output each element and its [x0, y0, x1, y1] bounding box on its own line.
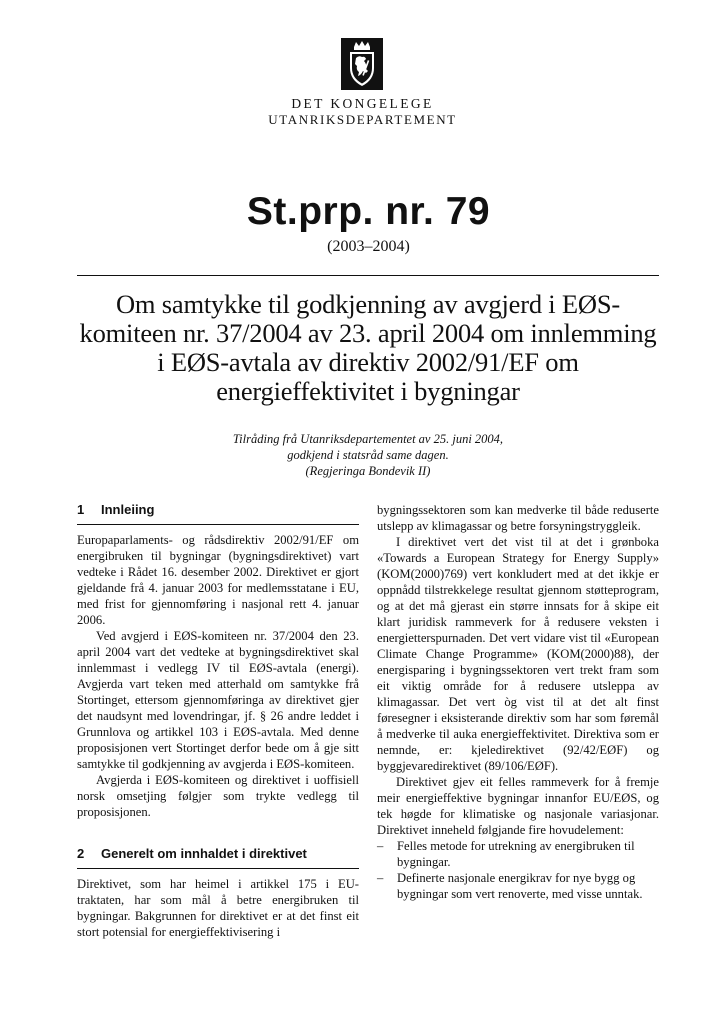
recommendation-line: godkjend i statsråd same dagen. — [287, 448, 449, 462]
section-title: Generelt om innhaldet i direktivet — [101, 846, 307, 861]
document-title: St.prp. nr. 79 — [246, 190, 491, 233]
document-subtitle: Om samtykke til godkjenning av avgjerd i EØS-komiteen nr. 37/2004 av 23. april 2004 om innlemming i EØS-avtala av direktiv 2002/91/EF om energieffektivitet i bygningar — [79, 289, 657, 406]
recommendation-line: (Regjeringa Bondevik II) — [305, 464, 431, 478]
paragraph: Direktivet gjev eit felles rammeverk for å fremje meir energieffektive bygningar innanfor EU/EØS, og tek høgde for klimatiske og nasjonale variasjonar. Direktivet inneheld følgjande fire hovudelement: — [377, 775, 659, 837]
list-item — [377, 838, 659, 870]
left-column — [77, 502, 359, 940]
section-title: Innleiing — [101, 502, 155, 517]
paragraph: Ved avgjerd i EØS-komiteen nr. 37/2004 den 23. april 2004 vart det vedteke at bygningsdirektivet skal innlemmast i vedlegg IV til EØS-avtala (energi). Avgjerda vart teken med atterhald om samtykke frå Stortinget, ettersom gjennomføringa av direktivet gjer det naudsynt med lovendringar, jf. § 26 andre leddet i Grunnlova og artikkel 103 i EØS-avtala. Med denne proposisjonen vert Stortinget derfor bede om å gje sitt samtykke til godkjenning av avgjerda i EØS-komiteen. — [77, 629, 359, 771]
right-column — [377, 502, 659, 902]
list-item — [377, 870, 659, 902]
list-item-text: Definerte nasjonale energikrav for nye bygg og bygningar som vert renoverte, med visse unntak. — [397, 871, 643, 901]
paragraph: Avgjerda i EØS-komiteen og direktivet i uoffisiell norsk omsetjing følgjer som trykte vedlegg til proposisjonen. — [77, 773, 359, 819]
section-number: 2 — [77, 846, 85, 861]
paragraph: bygningssektoren som kan medverke til både reduserte utslepp av klimagassar og betre forsyningstryggleik. — [377, 503, 659, 533]
norwegian-coat-of-arms-icon — [341, 38, 383, 90]
document-years: (2003–2004) — [327, 238, 410, 255]
list-marker: – — [377, 839, 384, 853]
section-heading-1 — [77, 502, 359, 525]
recommendation-block — [77, 431, 659, 479]
paragraph: Direktivet, som har heimel i artikkel 175 i EU-traktaten, har som mål å betre energibruken til bygningar. Bakgrunnen for direktivet er at det finst eit stort potensial for energieffektivisering i — [77, 877, 359, 939]
ministry-name-line2: UTANRIKSDEPARTEMENT — [268, 112, 457, 127]
ministry-name-line1: DET KONGELEGE — [291, 96, 434, 111]
section-number: 1 — [77, 502, 85, 517]
list-item-text: Felles metode for utrekning av energibruken til bygningar. — [397, 839, 635, 869]
section-heading-2 — [77, 846, 359, 869]
paragraph: Europaparlaments- og rådsdirektiv 2002/91/EF om energibruken til bygningar (bygningsdirektivet) vart vedteke i Rådet 16. desember 2002. Direktivet er gjort gjeldande frå 4. januar 2003 for medlemsstatane i EU, med frist for gjennomføring i nasjonal rett 4. januar 2006. — [77, 533, 359, 627]
paragraph: I direktivet vert det vist til at det i grønboka «Towards a European Strategy for Energy Supply» (KOM(2000)769) vert konkludert med at det ikkje er oppnådd tilstrekkelege resultat gjennom støtteprogram, og at det må gjerast ein større innsats for å skipe eit klart juridisk rammeverk for å redusere veksten i energietterspurnaden. Det vert vidare vist til «European Climate Change Programme» (KOM(2000)88), der energisparing i bygningssektoren vert trekt fram som eit viktig område for å redusere utsleppa av klimagassar. Det vert òg vist til at det alt finst føresegner i eksisterande direktiv som har som føremål å medverke til auka energieffektivitet. Direktiva som er nemnde, er: kjeledirektivet (92/42/EØF) og byggjevaredirektivet (89/106/EØF). — [377, 535, 659, 773]
list-marker: – — [377, 871, 384, 885]
title-divider — [77, 275, 659, 276]
recommendation-line: Tilråding frå Utanriksdepartementet av 25. juni 2004, — [232, 432, 504, 446]
